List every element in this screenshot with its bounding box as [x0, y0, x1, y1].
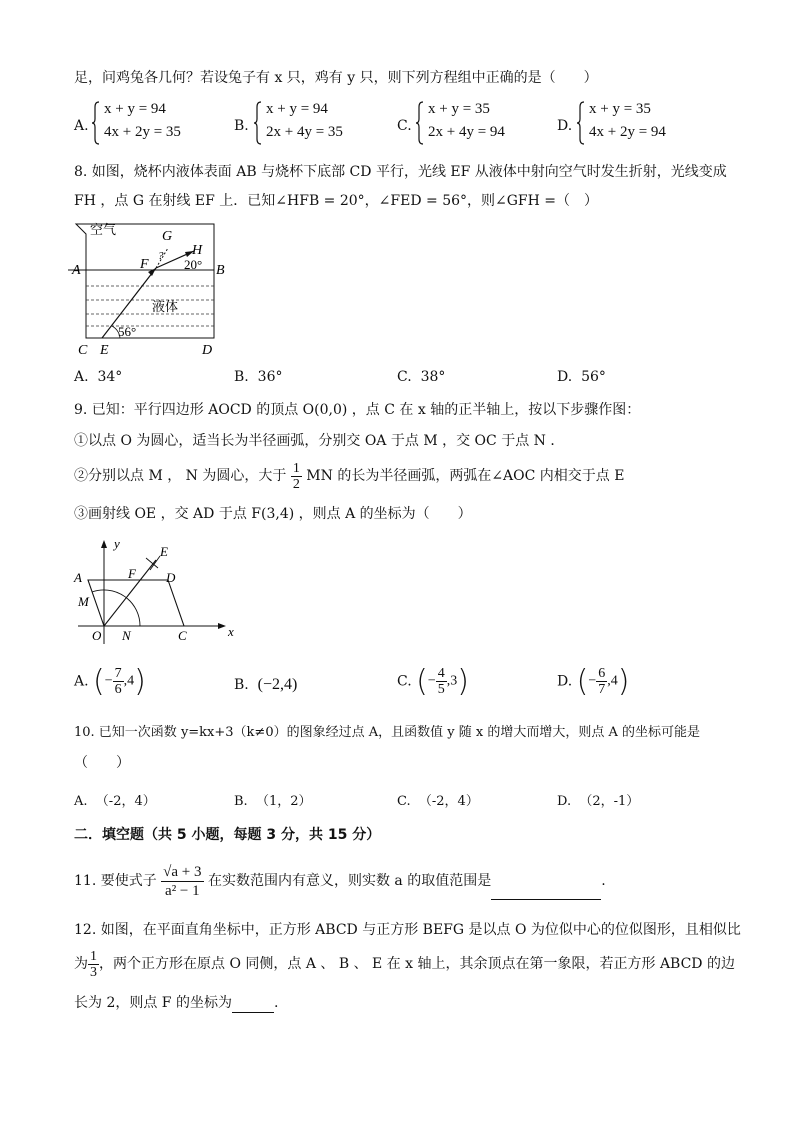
q9-step2: ②分别以点 M ， N 为圆心，大于 $\frac{1}{2}$ MN 的长为半径画弧，两弧在∠AOC 内相交于点 E: [74, 460, 625, 492]
brace-icon: [254, 101, 262, 145]
q10-option-b: B. （1，2）: [234, 794, 312, 809]
q9-option-a: A. (− $\frac{7}{6}$ ,4): [74, 664, 146, 699]
label-f: F: [140, 257, 149, 272]
q12-line1: 12. 如图，在平面直角坐标中，正方形 ABCD 与正方形 BEFG 是以点 O 为位似中心的位似图形，且相似比: [74, 922, 741, 938]
q10-option-c: C. （-2，4）: [397, 794, 479, 809]
q10-option-a: A. （-2，4）: [74, 794, 156, 809]
q8-option-d: D. 56°: [557, 369, 606, 385]
q8-option-c: C. 38°: [397, 369, 446, 385]
label-y: y: [114, 536, 120, 551]
label-e: E: [100, 343, 109, 358]
label-a: A: [74, 570, 82, 585]
section-title: 二．填空题（共 5 小题，每题 3 分，共 15 分）: [74, 827, 381, 843]
label-d: D: [202, 343, 213, 358]
label-h: H: [192, 243, 203, 258]
answer-blank[interactable]: [491, 875, 601, 900]
q8-option-b: B. 36°: [234, 369, 283, 385]
label-d: D: [166, 570, 176, 585]
brace-icon: [577, 101, 585, 145]
label-angle-20: 20°: [184, 257, 203, 272]
q8-beaker-figure: [68, 218, 228, 360]
brace-icon: [416, 101, 424, 145]
label-a: A: [72, 263, 81, 278]
liquid-label: 液体: [152, 300, 179, 315]
label-f: F: [128, 566, 136, 581]
q12-line2: 为 $\frac{1}{3}$ ，两个正方形在原点 O 同侧，点 A 、 B 、 E 在 x 轴上，其余顶点在第一象限，若正方形 ABCD 的边: [74, 948, 735, 980]
label-question: ?: [158, 250, 164, 262]
label-g: G: [162, 229, 173, 244]
q8-option-a: A. 34°: [74, 369, 123, 385]
brace-icon: [92, 101, 100, 145]
air-label: 空气: [90, 223, 117, 238]
q10-option-d: D. （2，-1）: [557, 794, 640, 809]
q9-parallelogram-figure: [70, 532, 242, 648]
label-b: B: [216, 263, 225, 278]
label-o: O: [92, 628, 102, 643]
answer-blank[interactable]: [232, 994, 274, 1013]
q11: 11. 要使式子 $\frac{√a + 3}{\text{a² − 1}}$ 在实数范围内有意义，则实数 a 的取值范围是 .: [74, 863, 606, 899]
label-c: C: [78, 343, 88, 358]
q9-option-d: D. (− $\frac{6}{7}$ ,4): [557, 664, 630, 699]
label-c: C: [178, 628, 187, 643]
q7-stem: 足，问鸡兔各几何？若设兔子有 x 只，鸡有 y 只，则下列方程组中正确的是（ ）: [74, 70, 598, 86]
label-x: x: [228, 624, 234, 639]
q8-line1: 8. 如图，烧杯内液体表面 AB 与烧杯下底部 CD 平行，光线 EF 从液体中射向空气时发生折射，光线变成: [74, 164, 727, 180]
q9-step3: ③画射线 OE ，交 AD 于点 F(3,4) ，则点 A 的坐标为（ ）: [74, 506, 472, 522]
label-n: N: [122, 628, 131, 643]
label-m: M: [78, 594, 89, 609]
q12-line3: 长为 2，则点 F 的坐标为 .: [74, 995, 279, 1011]
label-e: E: [160, 544, 168, 559]
q8-line2: FH ，点 G 在射线 EF 上．已知∠HFB = 20°，∠FED = 56°，则∠GFH =（ ）: [74, 193, 599, 209]
q10-line2: （ ）: [74, 755, 130, 771]
q9-line1: 9. 已知：平行四边形 AOCD 的顶点 O(0,0) ，点 C 在 x 轴的正半轴上，按以下步骤作图：: [74, 402, 641, 418]
q9-option-b: B. (−2,4): [234, 676, 298, 693]
q9-step1: ①以点 O 为圆心，适当长为半径画弧，分别交 OA 于点 M ，交 OC 于点 N ．: [74, 433, 565, 449]
label-angle-56: 56°: [118, 324, 137, 339]
q10-line1: 10. 已知一次函数 y=kx+3（k≠0）的图象经过点 A，且函数值 y 随 x 的增大而增大，则点 A 的坐标可能是: [74, 725, 700, 740]
q9-option-c: C. (− $\frac{4}{5}$ ,3): [397, 664, 469, 699]
